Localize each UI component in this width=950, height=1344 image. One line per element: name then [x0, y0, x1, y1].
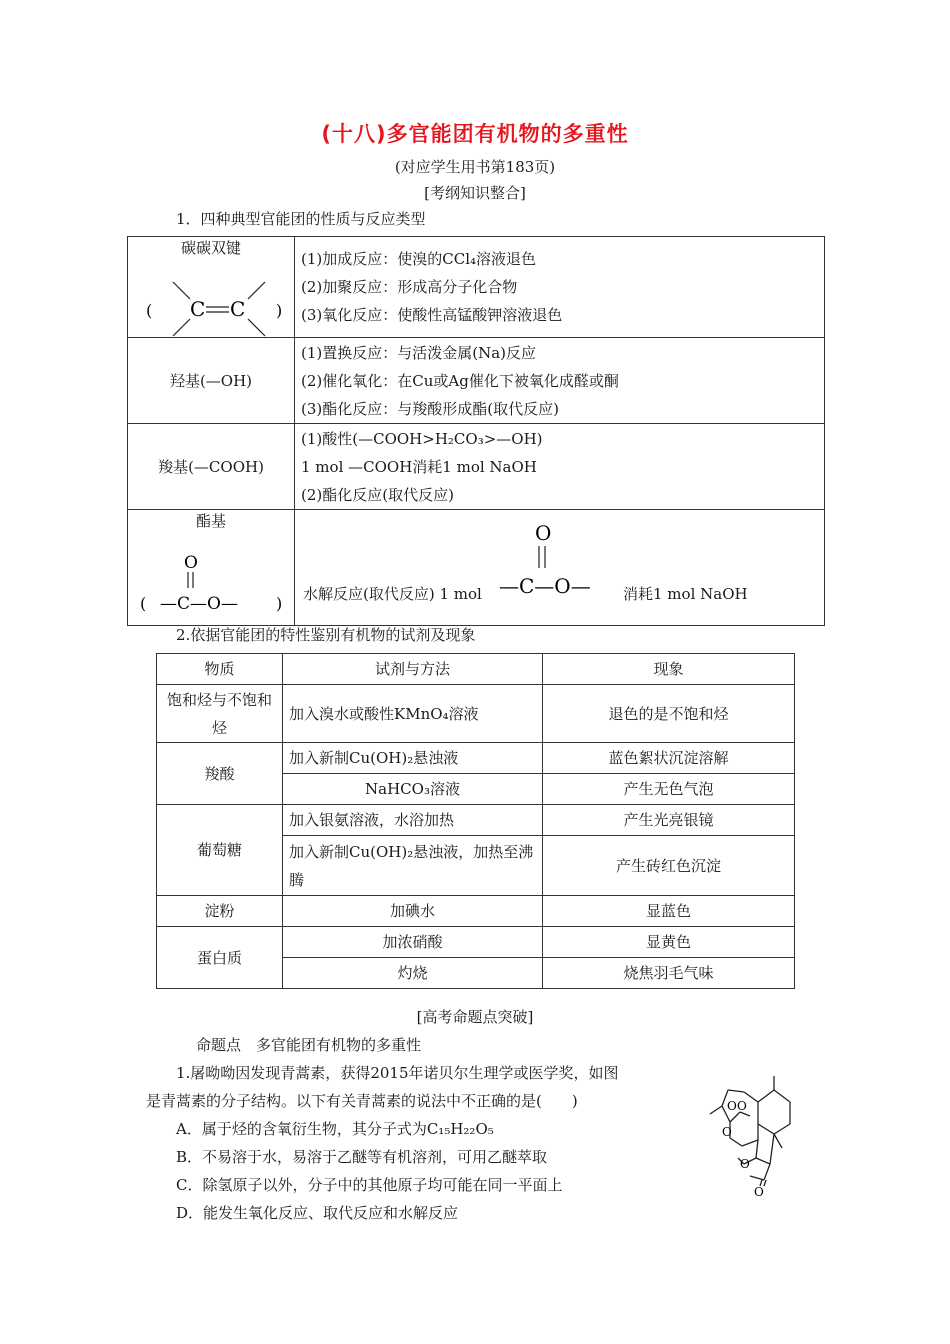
ester-structure-icon [499, 516, 629, 616]
table-row [157, 896, 795, 927]
svg-text:—C—O—: —C—O— [499, 574, 591, 598]
reaction-item: (2)加聚反应：形成高分子化合物 [301, 278, 518, 296]
svg-text:O: O [737, 1099, 747, 1113]
functional-group-table [127, 236, 825, 626]
phenomenon-cell: 蓝色絮状沉淀溶解 [543, 743, 795, 774]
reaction-item: 水解反应(取代反应) 1 mol [303, 585, 482, 603]
table-row [157, 743, 795, 774]
page-reference: (对应学生用书第183页) [394, 158, 556, 176]
svg-text:C: C [230, 297, 246, 321]
column-header: 试剂与方法 [283, 654, 543, 685]
svg-text:C: C [190, 297, 206, 321]
reagent-cell: 加入溴水或酸性KMnO₄溶液 [283, 685, 543, 743]
phenomenon-cell: 烧焦羽毛气味 [543, 958, 795, 989]
phenomenon-cell: 产生无色气泡 [543, 774, 795, 805]
phenomenon-cell: 产生光亮银镜 [543, 805, 795, 836]
reaction-item: (3)酯化反应：与羧酸形成酯(取代反应) [301, 399, 559, 418]
svg-text:): ) [276, 301, 283, 320]
substance-cell: 羧酸 [157, 743, 283, 805]
section-heading-knowledge: [考纲知识整合] [424, 184, 526, 202]
reaction-item: (2)酯化反应(取代反应) [301, 485, 454, 504]
ester-structure-icon [128, 530, 294, 624]
reaction-item: 消耗1 mol NaOH [623, 585, 748, 603]
substance-cell: 淀粉 [157, 896, 283, 927]
phenomenon-cell: 退色的是不饱和烃 [543, 685, 795, 743]
table-row [128, 338, 825, 424]
substance-cell: 葡萄糖 [157, 805, 283, 896]
group-cell: 羟基(—OH) [128, 338, 295, 424]
reaction-cell [295, 338, 825, 424]
table-row [128, 510, 825, 626]
svg-text:O: O [727, 1099, 737, 1113]
table-row [128, 424, 825, 510]
option-b[interactable]: B．不易溶于水，易溶于乙醚等有机溶剂，可用乙醚萃取 [176, 1148, 548, 1166]
table-row [157, 805, 795, 836]
reagent-cell: 加浓硝酸 [283, 927, 543, 958]
reagent-cell: NaHCO₃溶液 [283, 774, 543, 805]
svg-text:): ) [276, 594, 283, 613]
reagent-cell: 加入银氨溶液，水浴加热 [283, 805, 543, 836]
table-row [157, 927, 795, 958]
group-name: 酯基 [195, 512, 226, 530]
svg-text:—C—O—: —C—O— [160, 594, 238, 614]
group-cell [128, 237, 295, 338]
reagent-cell: 加入新制Cu(OH)₂悬浊液 [283, 743, 543, 774]
table-row [157, 685, 795, 743]
reagent-cell: 灼烧 [283, 958, 543, 989]
reaction-item: (2)催化氧化：在Cu或Ag催化下被氧化成醛或酮 [301, 371, 619, 390]
reaction-cell [295, 424, 825, 510]
option-a[interactable]: A．属于烃的含氧衍生物，其分子式为C₁₅H₂₂O₅ [176, 1120, 494, 1138]
svg-text:O: O [184, 553, 198, 573]
reaction-cell [295, 237, 825, 338]
table2-heading: 2.依据官能团的特性鉴别有机物的试剂及现象 [176, 626, 476, 644]
svg-text:O: O [535, 521, 552, 545]
phenomenon-cell: 显黄色 [543, 927, 795, 958]
table1-heading: 1．四种典型官能团的性质与反应类型 [176, 210, 426, 228]
reaction-item: (3)氧化反应：使酸性高锰酸钾溶液退色 [301, 306, 563, 324]
substance-cell: 饱和烃与不饱和烃 [157, 685, 283, 743]
page-title: (十八)多官能团有机物的多重性 [321, 122, 629, 146]
svg-text:O: O [754, 1185, 764, 1199]
column-header: 物质 [157, 654, 283, 685]
phenomenon-cell: 显蓝色 [543, 896, 795, 927]
option-d[interactable]: D．能发生氧化反应、取代反应和水解反应 [176, 1204, 459, 1222]
table-header-row [157, 654, 795, 685]
reaction-item: (1)加成反应：使溴的CCl₄溶液退色 [301, 250, 537, 268]
column-header: 现象 [543, 654, 795, 685]
option-c[interactable]: C．除氢原子以外，分子中的其他原子均可能在同一平面上 [176, 1176, 563, 1194]
alkene-structure-icon [128, 257, 294, 337]
svg-text:O: O [722, 1125, 732, 1139]
table-row [128, 237, 825, 338]
phenomenon-cell: 产生砖红色沉淀 [543, 836, 795, 896]
reaction-item: (1)酸性(—COOH>H₂CO₃>—OH) [301, 429, 543, 448]
reaction-item: (1)置换反应：与活泼金属(Na)反应 [301, 343, 537, 362]
artemisinin-structure-icon [700, 1072, 810, 1200]
reagent-cell: 加入新制Cu(OH)₂悬浊液，加热至沸腾 [283, 836, 543, 896]
group-cell [128, 510, 295, 626]
identification-table [156, 653, 795, 989]
topic-line: 命题点 多官能团有机物的多重性 [196, 1036, 422, 1054]
section-heading-exam: [高考命题点突破] [416, 1008, 534, 1026]
reagent-cell: 加碘水 [283, 896, 543, 927]
svg-text:(: ( [146, 301, 153, 320]
svg-text:O: O [740, 1157, 750, 1171]
reaction-cell [295, 510, 825, 626]
svg-text:(: ( [140, 594, 147, 613]
group-cell: 羧基(—COOH) [128, 424, 295, 510]
reaction-item: 1 mol —COOH消耗1 mol NaOH [301, 457, 537, 476]
question-stem: 1.屠呦呦因发现青蒿素，获得2015年诺贝尔生理学或医学奖，如图 [176, 1064, 619, 1082]
question-stem: 是青蒿素的分子结构。以下有关青蒿素的说法中不正确的是( ) [146, 1092, 578, 1110]
group-name: 碳碳双键 [180, 239, 241, 257]
substance-cell: 蛋白质 [157, 927, 283, 989]
